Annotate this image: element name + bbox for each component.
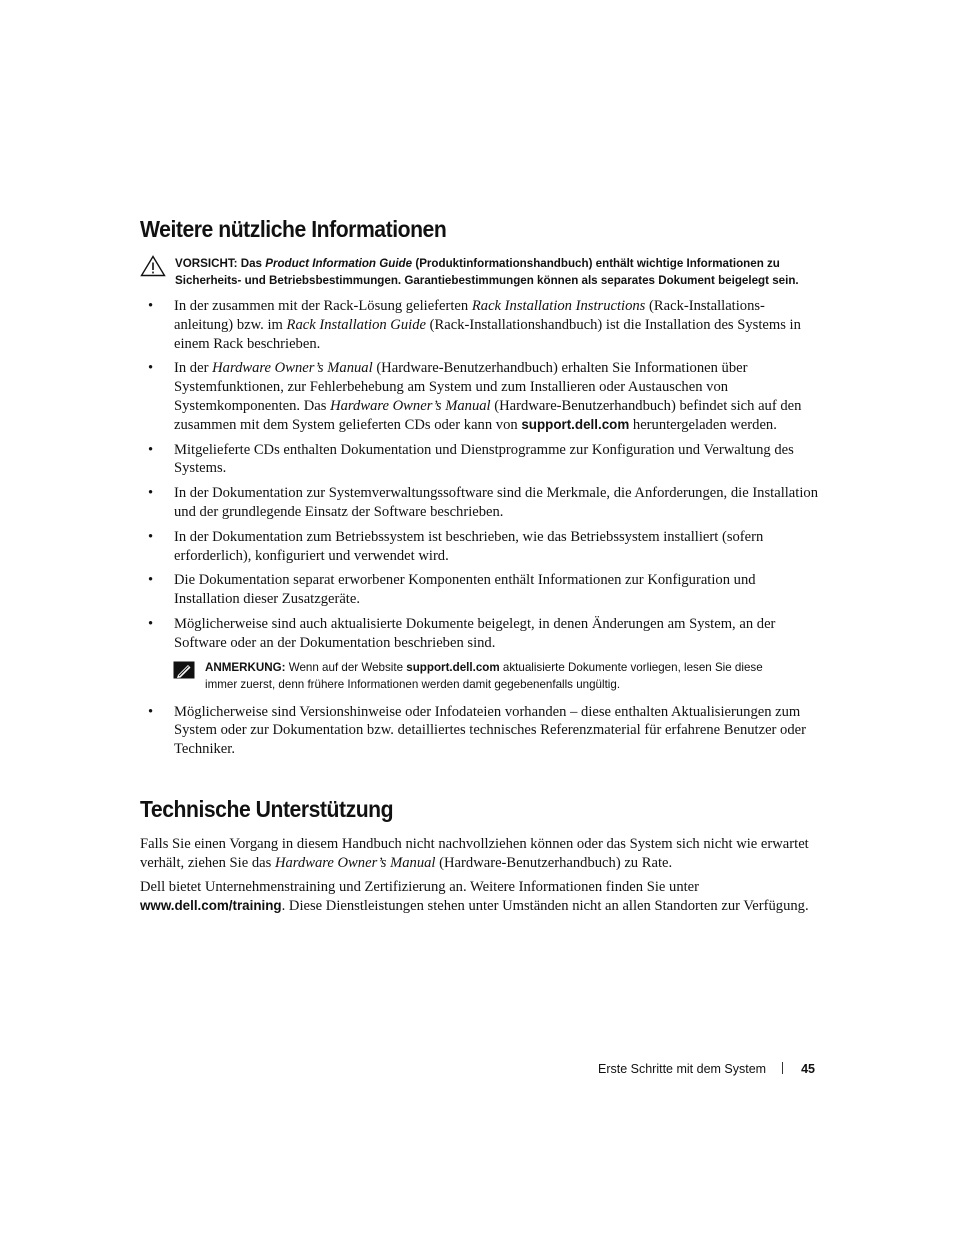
- doc-title: Rack Installation Instructions: [471, 298, 646, 314]
- page-footer: [560, 1062, 815, 1076]
- caution-pre: Das: [240, 257, 262, 270]
- doc-title: Hardware Owner’s Manual: [274, 854, 436, 871]
- caution-label: VORSICHT:: [175, 257, 238, 270]
- support-paragraph-2: [140, 878, 820, 916]
- bullet-text: In der zusammen mit der Rack-Lösung gelieferten: [174, 298, 469, 314]
- list-item: [140, 359, 820, 434]
- bullet-icon: •: [148, 528, 154, 545]
- support-link[interactable]: support.dell.com: [521, 416, 630, 432]
- bullet-text: (Hardware-Benutzerhandbuch) erhalten Sie Informationen über Systemfunktionen, zur Fehlerbehebung am System und zum Installieren oder Austauschen von Systemkomponenten. Das: [174, 360, 748, 414]
- note-label: ANMERKUNG:: [205, 660, 286, 674]
- page-number: 45: [801, 1062, 815, 1076]
- list-item: [140, 484, 820, 522]
- list-item: [140, 571, 820, 609]
- bullet-icon: •: [148, 615, 154, 632]
- doc-title: Rack Installation Guide: [286, 316, 426, 333]
- bullet-icon: •: [148, 298, 154, 314]
- para-text: Dell bietet Unternehmenstraining und Zertifizierung an. Weitere Informationen finden Sie unter: [140, 879, 700, 895]
- bullet-text: Die Dokumentation separat erworbener Komponenten enthält Informationen zur Konfiguration und Installation dieser Zusatzgeräte.: [174, 572, 756, 608]
- section-title-weitere-informationen: Weitere nützliche Informationen: [140, 216, 447, 242]
- note-text: aktualisierte Dokumente vorliegen, lesen Sie diese immer zuerst, denn frühere Informationen werden damit gegebenenfalls ungültig.: [205, 660, 763, 691]
- bullet-text: In der Dokumentation zur Systemverwaltungssoftware sind die Merkmale, die Anforderungen, die Installation und der grundlegende Einsatz der Software beschrieben.: [174, 485, 818, 520]
- note-container: [140, 659, 820, 693]
- warning-triangle-icon: [140, 255, 166, 277]
- support-link[interactable]: support.dell.com: [406, 660, 500, 674]
- bullet-icon: •: [148, 360, 154, 377]
- bullet-icon: •: [148, 572, 154, 589]
- footer-divider: [782, 1062, 783, 1074]
- list-item: [140, 441, 820, 479]
- bullet-text: Möglicherweise sind auch aktualisierte Dokumente beigelegt, in denen Änderungen am System, an der Software oder an der Dokumentation beschrieben sind.: [174, 615, 776, 651]
- bullet-icon: •: [148, 485, 154, 502]
- note-text: Wenn auf der Website: [288, 660, 404, 674]
- list-item: [140, 297, 820, 353]
- bullet-text: heruntergeladen werden.: [632, 416, 777, 433]
- doc-title: Hardware Owner’s Manual: [212, 360, 373, 377]
- list-item: [140, 528, 820, 566]
- training-link[interactable]: www.dell.com/training: [140, 897, 282, 913]
- note-pencil-icon: [173, 661, 195, 679]
- list-item: [140, 703, 820, 759]
- section-title-technische-unterstuetzung: Technische Unterstützung: [140, 796, 394, 822]
- bullet-text: (Rack-Installations-anleitung) bzw. im: [174, 298, 765, 333]
- bullet-text: Mitgelieferte CDs enthalten Dokumentation und Dienstprogramme zur Konfiguration und Verwaltung des Systems.: [174, 441, 794, 477]
- doc-title: Hardware Owner’s Manual: [330, 397, 491, 414]
- note-block: [173, 659, 793, 693]
- bullet-text: (Hardware-Benutzerhandbuch) befindet sich auf den zusammen mit dem System gelieferten CDs oder kann von: [174, 397, 802, 433]
- para-text: (Hardware-Benutzerhandbuch) zu Rate.: [439, 854, 673, 871]
- bullet-icon: •: [148, 441, 154, 458]
- caution-guide-title: Product Information Guide: [265, 257, 413, 270]
- bullet-text: In der Dokumentation zum Betriebssystem ist beschrieben, wie das Betriebssystem installiert (sofern erforderlich), konfiguriert und verwendet wird.: [174, 528, 764, 564]
- chapter-title: Erste Schritte mit dem System: [597, 1062, 767, 1076]
- bullet-text: Möglicherweise sind Versionshinweise oder Infodateien vorhanden – diese enthalten Aktualisierungen zum System oder zur Dokumentation bzw. detailliertes technisches Referenzmaterial für erfahrene Benutzer oder Techniker.: [174, 703, 806, 758]
- list-item: [140, 615, 820, 653]
- bullet-icon: •: [148, 703, 154, 720]
- info-bullet-list: [140, 297, 820, 765]
- para-text: Falls Sie einen Vorgang in diesem Handbuch nicht nachvollziehen können oder das System sich nicht wie erwartet verhält, ziehen Sie das: [140, 836, 809, 871]
- para-text: . Diese Dienstleistungen stehen unter Umständen nicht an allen Standorten zur Verfügung.: [281, 897, 809, 914]
- caution-text: (Produktinformationshandbuch) enthält wichtige Informationen zu Sicherheits- und Betriebsbestimmungen. Garantiebestimmungen können als separates Dokument beigelegt sein.: [175, 257, 799, 287]
- bullet-text: In der: [174, 360, 209, 377]
- support-paragraph-1: [140, 835, 820, 873]
- bullet-text: (Rack-Installationshandbuch) ist die Installation des Systems in einem Rack beschrieben.: [174, 316, 801, 352]
- caution-notice: [140, 255, 820, 289]
